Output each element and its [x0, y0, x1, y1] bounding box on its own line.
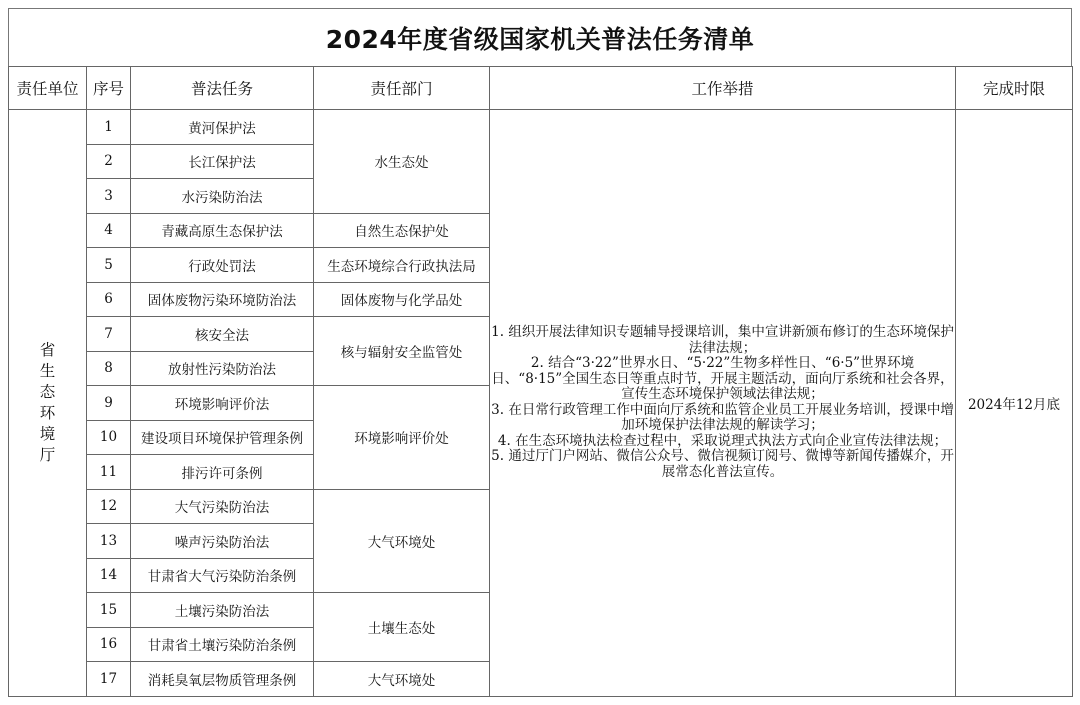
- seq-cell: 3: [87, 179, 131, 214]
- seq-cell: 13: [87, 524, 131, 559]
- task-cell: 土壤污染防治法: [131, 593, 314, 628]
- deadline-cell: 2024年12月底: [956, 110, 1073, 697]
- seq-cell: 11: [87, 455, 131, 490]
- seq-cell: 4: [87, 213, 131, 248]
- seq-cell: 10: [87, 420, 131, 455]
- dept-cell: 核与辐射安全监管处: [314, 317, 490, 386]
- header-seq: 序号: [87, 67, 131, 110]
- responsible-unit: 省生态环境厅: [39, 340, 56, 464]
- measure-item: 3. 在日常行政管理工作中面向厅系统和监管企业员工开展业务培训，授课中增加环境保护法律法规的解读学习；: [491, 401, 954, 434]
- dept-cell: 土壤生态处: [314, 593, 490, 662]
- task-cell: 水污染防治法: [131, 179, 314, 214]
- measure-item: 5. 通过厅门户网站、微信公众号、微信视频订阅号、微博等新闻传播媒介，开展常态化普法宣传。: [491, 448, 954, 480]
- seq-cell: 6: [87, 282, 131, 317]
- task-cell: 核安全法: [131, 317, 314, 352]
- task-cell: 青藏高原生态保护法: [131, 213, 314, 248]
- measure-item: 4. 在生态环境执法检查过程中，采取说理式执法方式向企业宣传法律法规；: [497, 432, 948, 449]
- title-bar: [8, 8, 1072, 66]
- task-table: [8, 66, 1073, 697]
- seq-cell: 17: [87, 662, 131, 697]
- task-list-sheet: [8, 8, 1072, 697]
- table-row: [9, 110, 1073, 145]
- dept-cell: 固体废物与化学品处: [314, 282, 490, 317]
- header-dept: 责任部门: [314, 67, 490, 110]
- responsible-unit-cell: [9, 110, 87, 697]
- task-cell: 建设项目环境保护管理条例: [131, 420, 314, 455]
- seq-cell: 5: [87, 248, 131, 283]
- measures-cell: [490, 110, 956, 697]
- seq-cell: 15: [87, 593, 131, 628]
- header-row: [9, 67, 1073, 110]
- dept-cell: 自然生态保护处: [314, 213, 490, 248]
- dept-cell: 大气环境处: [314, 489, 490, 593]
- task-cell: 大气污染防治法: [131, 489, 314, 524]
- dept-cell: 环境影响评价处: [314, 386, 490, 490]
- measure-item: 1. 组织开展法律知识专题辅导授课培训，集中宣讲新颁布修订的生态环境保护法律法规；: [491, 324, 954, 356]
- task-cell: 行政处罚法: [131, 248, 314, 283]
- seq-cell: 12: [87, 489, 131, 524]
- task-cell: 消耗臭氧层物质管理条例: [131, 662, 314, 697]
- seq-cell: 8: [87, 351, 131, 386]
- dept-cell: 大气环境处: [314, 662, 490, 697]
- header-unit: 责任单位: [9, 67, 87, 110]
- task-cell: 排污许可条例: [131, 455, 314, 490]
- header-deadline: 完成时限: [956, 67, 1073, 110]
- dept-cell: 生态环境综合行政执法局: [314, 248, 490, 283]
- dept-cell: 水生态处: [314, 110, 490, 214]
- task-cell: 放射性污染防治法: [131, 351, 314, 386]
- task-cell: 甘肃省大气污染防治条例: [131, 558, 314, 593]
- task-cell: 噪声污染防治法: [131, 524, 314, 559]
- seq-cell: 7: [87, 317, 131, 352]
- measure-item: 2. 结合“3·22”世界水日、“5·22”生物多样性日、“6·5”世界环境日、“8·15”全国生态日等重点时节，开展主题活动，面向厅系统和社会各界，宣传生态环境保护领域法律法规；: [491, 355, 954, 403]
- task-cell: 固体废物污染环境防治法: [131, 282, 314, 317]
- task-cell: 环境影响评价法: [131, 386, 314, 421]
- page-title: 2024年度省级国家机关普法任务清单: [325, 24, 755, 54]
- task-cell: 长江保护法: [131, 144, 314, 179]
- header-task: 普法任务: [131, 67, 314, 110]
- seq-cell: 9: [87, 386, 131, 421]
- header-measures: 工作举措: [490, 67, 956, 110]
- task-cell: 黄河保护法: [131, 110, 314, 145]
- seq-cell: 16: [87, 627, 131, 662]
- seq-cell: 1: [87, 110, 131, 145]
- seq-cell: 14: [87, 558, 131, 593]
- task-cell: 甘肃省土壤污染防治条例: [131, 627, 314, 662]
- seq-cell: 2: [87, 144, 131, 179]
